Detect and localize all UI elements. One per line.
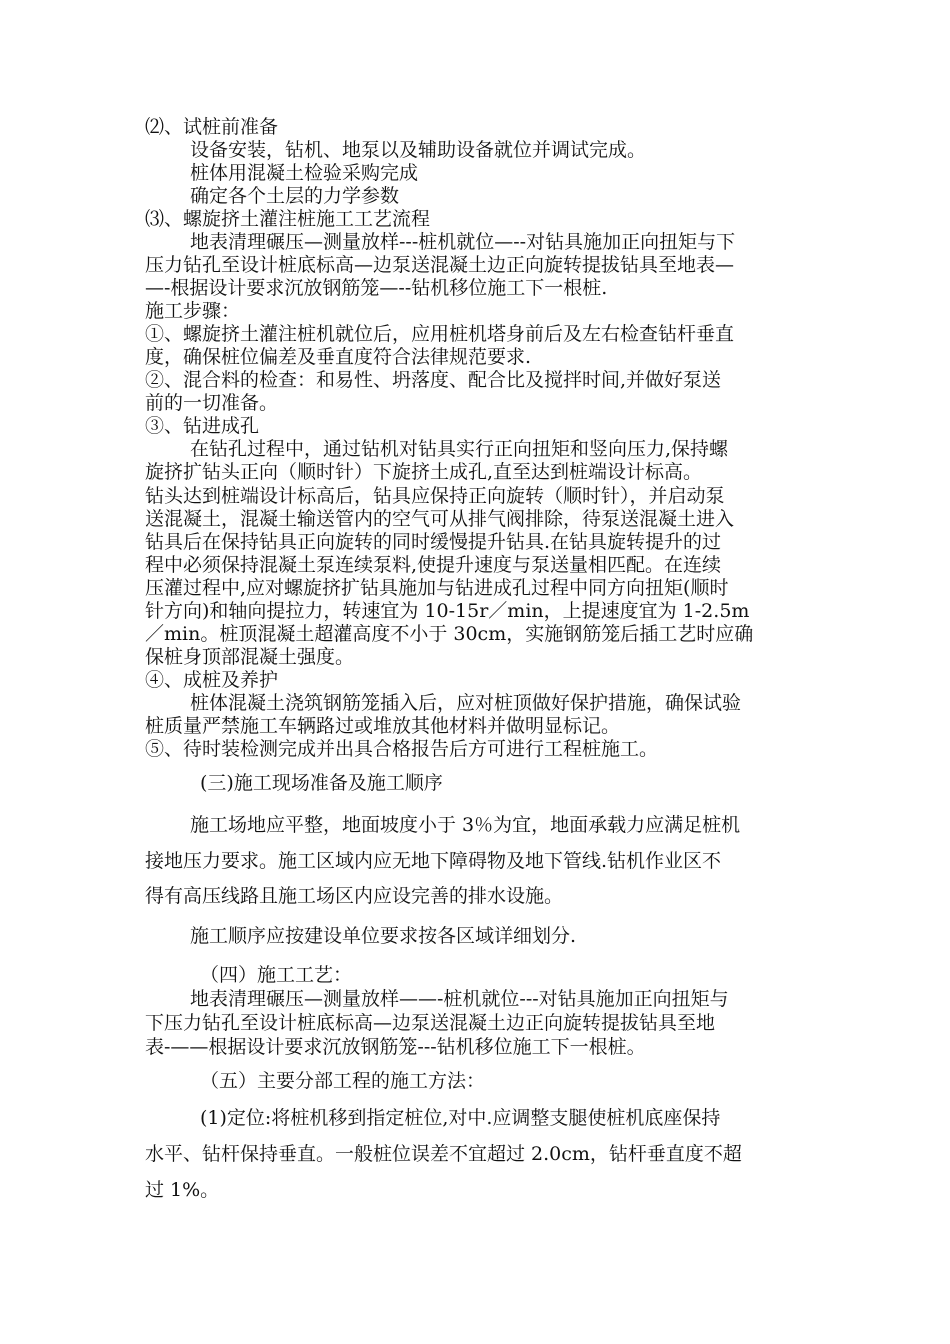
text-line: 接地压力要求。施工区域内应无地下障碍物及地下管线.钻机作业区不 [145, 850, 722, 872]
text-line: ②、混合料的检查：和易性、坍落度、配合比及搅拌时间,并做好泵送 [145, 369, 722, 391]
text-line: 表-——根据设计要求沉放钢筋笼---钻机移位施工下一根桩。 [145, 1036, 646, 1058]
section-heading-site-preparation: (三)施工现场准备及施工顺序 [200, 772, 443, 794]
text-line: (1)定位:将桩机移到指定桩位,对中.应调整支腿使桩机底座保持 [200, 1107, 721, 1129]
text-line: 压力钻孔至设计桩底标高—边泵送混凝土边正向旋转提拔钻具至地表— [145, 254, 735, 276]
text-line: ①、螺旋挤土灌注桩机就位后，应用桩机塔身前后及左右检查钻杆垂直 [145, 323, 735, 345]
text-line: 度，确保桩位偏差及垂直度符合法律规范要求. [145, 346, 532, 368]
text-line: 施工场地应平整，地面坡度小于 3％为宜，地面承载力应满足桩机 [190, 814, 741, 836]
text-line: 程中必须保持混凝土泵连续泵料,使提升速度与泵送量相匹配。在连续 [145, 554, 722, 576]
text-line: 过 1%。 [145, 1179, 220, 1201]
text-line: 钻具后在保持钻具正向旋转的同时缓慢提升钻具.在钻具旋转提升的过 [145, 531, 722, 553]
heading-process-flow: ⑶、螺旋挤土灌注桩施工工艺流程 [145, 208, 431, 230]
text-line: ⑤、待时装检测完成并出具合格报告后方可进行工程桩施工。 [145, 738, 659, 760]
heading-construction-steps: 施工步骤： [145, 300, 241, 322]
text-line: 地表清理碾压—测量放样——-桩机就位---对钻具施加正向扭矩与 [190, 988, 729, 1010]
text-line: 前的一切准备。 [145, 392, 279, 414]
text-line: 桩质量严禁施工车辆路过或堆放其他材料并做明显标记。 [145, 715, 621, 737]
text-line: 在钻孔过程中，通过钻机对钻具实行正向扭矩和竖向压力,保持螺 [190, 438, 729, 460]
section-heading-main-works: （五）主要分部工程的施工方法： [200, 1070, 486, 1092]
text-line: 送混凝土，混凝土输送管内的空气可从排气阀排除，待泵送混凝土进入 [145, 508, 735, 530]
text-line: 施工顺序应按建设单位要求按各区域详细划分. [190, 925, 577, 947]
text-line: 水平、钻杆保持垂直。一般桩位误差不宜超过 2.0cm，钻杆垂直度不超 [145, 1143, 742, 1165]
text-line: 桩体用混凝土检验采购完成 [190, 162, 419, 184]
text-line: —-根据设计要求沉放钢筋笼—--钻机移位施工下一根桩. [145, 277, 608, 299]
text-line: 压灌过程中,应对螺旋挤扩钻具施加与钻进成孔过程中同方向扭矩(顺时 [145, 577, 729, 599]
text-line: 下压力钻孔至设计桩底标高—边泵送混凝土边正向旋转提拔钻具至地 [145, 1012, 716, 1034]
text-line: 得有高压线路且施工场区内应设完善的排水设施。 [145, 885, 564, 907]
text-line: 地表清理碾压—测量放样---桩机就位—--对钻具施加正向扭矩与下 [190, 231, 736, 253]
text-line: 钻头达到桩端设计标高后，钻具应保持正向旋转（顺时针），并启动泵 [145, 485, 725, 507]
text-line: 保桩身顶部混凝土强度。 [145, 646, 355, 668]
heading-pile-curing: ④、成桩及养护 [145, 669, 279, 691]
text-line: 设备安装，钻机、地泵以及辅助设备就位并调试完成。 [190, 139, 647, 161]
heading-drilling: ③、钻进成孔 [145, 415, 260, 437]
heading-pre-test-preparation: ⑵、试桩前准备 [145, 116, 279, 138]
text-line: 旋挤扩钻头正向（顺时针）下旋挤土成孔,直至达到桩端设计标高。 [145, 461, 703, 483]
text-line: 桩体混凝土浇筑钢筋笼插入后，应对桩顶做好保护措施，确保试验 [190, 692, 742, 714]
section-heading-construction-process: （四）施工工艺： [200, 964, 353, 986]
text-line: ／min。桩顶混凝土超灌高度不小于 30cm，实施钢筋笼后插工艺时应确 [145, 623, 754, 645]
text-line: 针方向)和轴向提拉力，转速宜为 10-15r／min，上提速度宜为 1-2.5m [145, 600, 750, 622]
text-line: 确定各个土层的力学参数 [190, 185, 400, 207]
